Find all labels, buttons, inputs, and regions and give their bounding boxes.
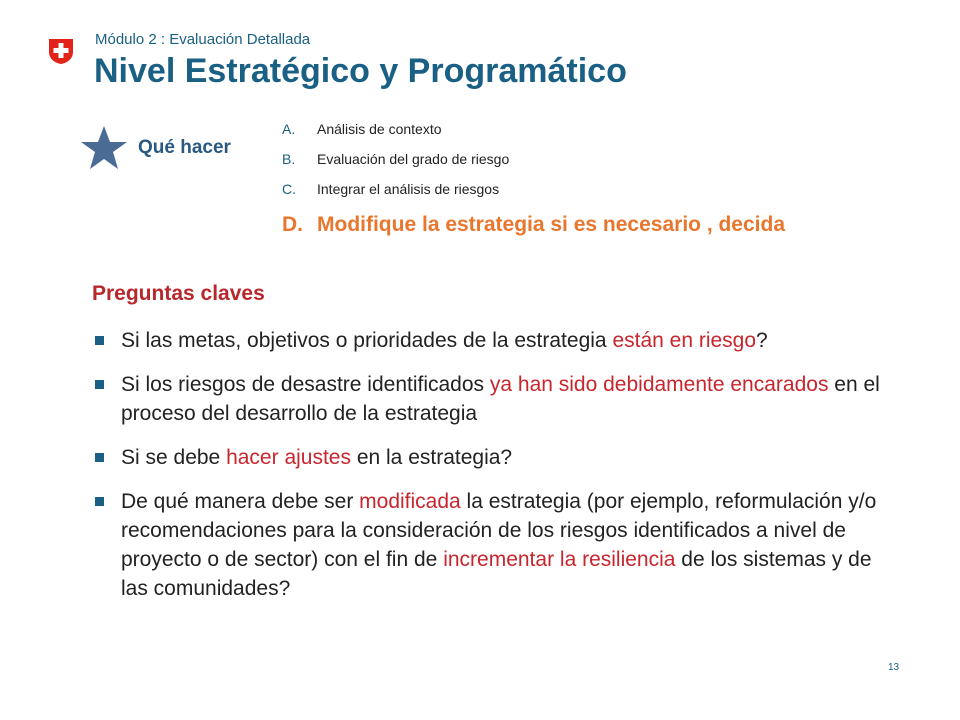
slide-title: Nivel Estratégico y Programático <box>94 52 627 90</box>
key-questions-list <box>95 326 895 618</box>
bullet-highlight: están en riesgo <box>612 329 757 352</box>
bullet-highlight: modificada <box>359 490 461 513</box>
square-bullet-icon <box>95 453 104 462</box>
step-text: Modifique la estrategia si es necesario , decida <box>317 213 786 236</box>
list-item <box>95 370 895 428</box>
bullet-highlight: incrementar la resiliencia <box>443 548 676 571</box>
bullet-text: de los sistemas y de las comunidades? <box>121 548 872 600</box>
bullet-highlight: hacer ajustes <box>226 446 351 469</box>
bullet-text: Si se debe <box>121 446 227 469</box>
bullet-text: en el proceso del desarrollo de la estrategia <box>121 373 880 425</box>
list-item <box>95 443 895 472</box>
step-letter: D. <box>282 213 303 236</box>
section-label: Qué hacer <box>138 137 231 158</box>
step-text: Integrar el análisis de riesgos <box>317 181 500 197</box>
bullet-text: Si las metas, objetivos o prioridades de la estrategia <box>121 329 613 352</box>
square-bullet-icon <box>95 380 104 389</box>
bullet-text: en la estrategia? <box>350 446 513 469</box>
step-letter: B. <box>282 151 296 167</box>
bullet-text: Si los riesgos de desastre identificados <box>121 373 490 396</box>
step-text: Evaluación del grado de riesgo <box>317 151 510 167</box>
bullet-text: ? <box>756 329 768 352</box>
bullet-highlight: ya han sido debidamente encarados <box>489 373 829 396</box>
bullet-text: De qué manera debe ser <box>121 490 360 513</box>
key-questions-heading: Preguntas claves <box>92 282 265 305</box>
list-item <box>95 326 895 355</box>
step-letter: C. <box>282 181 296 197</box>
bullet-text: la estrategia (por ejemplo, reformulación y/o recomendaciones para la consideración de los riesgos identificados a nivel de proyecto o de sector) con el fin de <box>121 490 877 571</box>
step-text: Análisis de contexto <box>317 121 442 137</box>
module-subtitle: Módulo 2 : Evaluación Detallada <box>95 31 311 48</box>
star-icon <box>80 125 128 171</box>
square-bullet-icon <box>95 497 104 506</box>
square-bullet-icon <box>95 336 104 345</box>
swiss-cross-logo-icon <box>47 37 75 65</box>
list-item <box>95 487 895 603</box>
page-number: 13 <box>888 662 900 673</box>
step-letter: A. <box>282 121 296 137</box>
